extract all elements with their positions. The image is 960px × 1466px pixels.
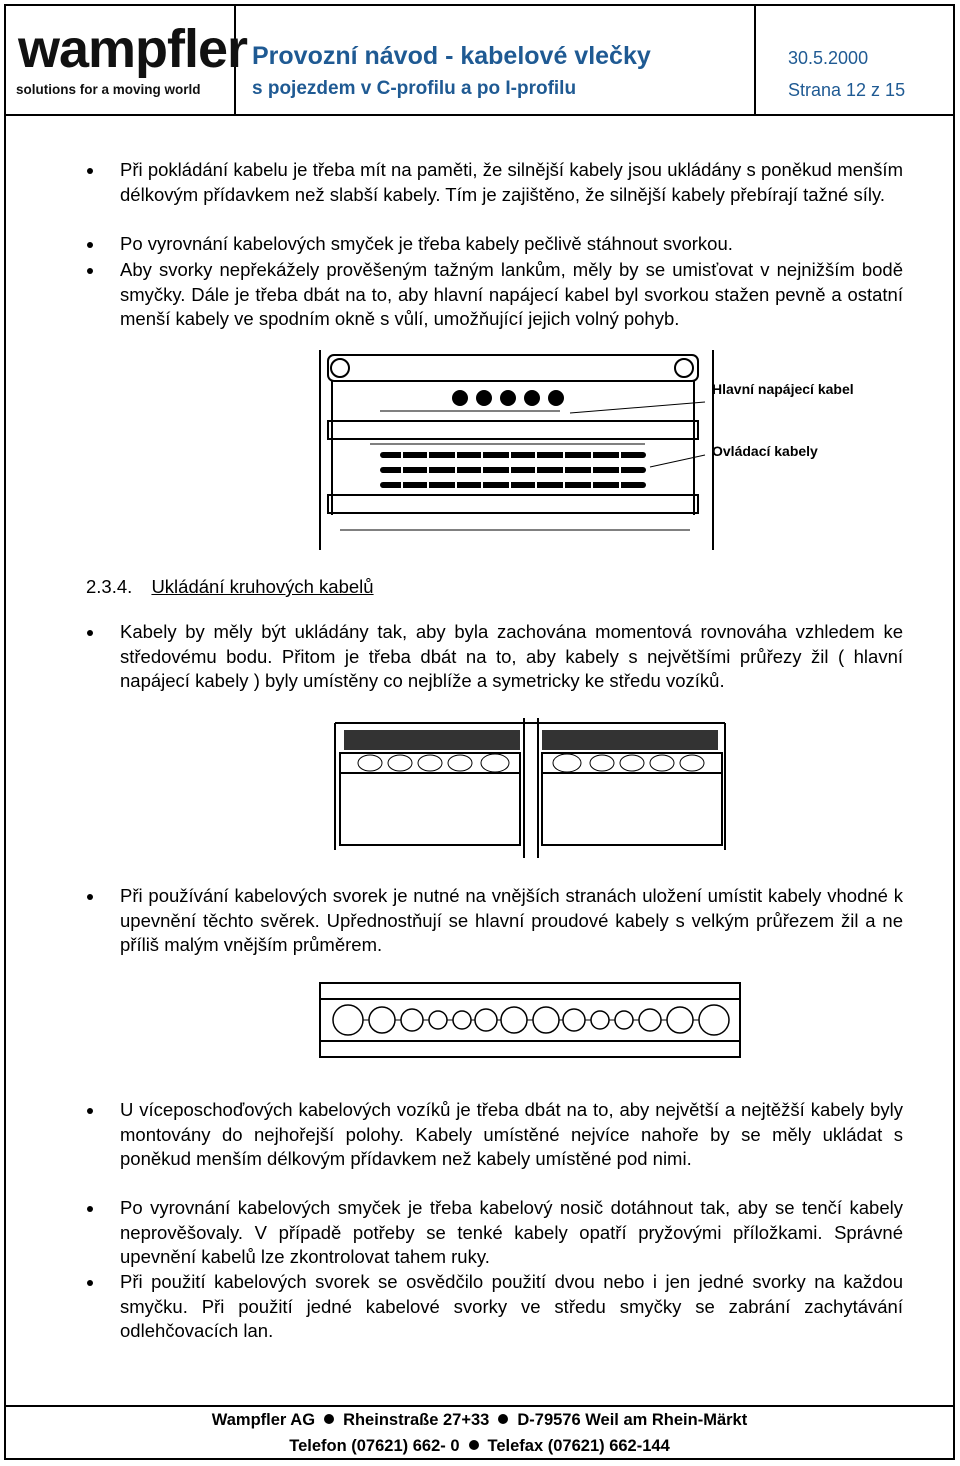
bullet-paragraph: Po vyrovnání kabelových smyček je třeba kabelový nosič dotáhnout tak, aby se tenčí kabely neprověšovaly. V případě potřeby se tenké kabely opatří pryžovými příložkami. Správné upevnění kabelů lze zkontrolovat tahem ruky. xyxy=(120,1196,903,1270)
bullet-paragraph: Při používání kabelových svorek je nutné na vnějších stranách uložení umístit kabely vhodné k upevnění těchto svěrek. Upřednostňují se hlavní proudové kabely s velkým průřezem žil a ne příliš malým vnějším průměrem. xyxy=(120,884,903,958)
footer-city: D-79576 Weil am Rhein-Märkt xyxy=(517,1411,748,1429)
title-block xyxy=(238,4,756,114)
bullet-paragraph: Aby svorky nepřekážely prověšeným tažným lankům, měly by se umisťovat v nejnižším bodě smyčky. Dále je třeba dbát na to, aby hlavní napájecí kabel byl svorkou stažen pevně a ostatní menší kabely ve spodním okně s vůlí, umožňující jejich volný pohyb. xyxy=(120,258,903,332)
cable-layout-figure xyxy=(330,718,730,860)
section-title: Ukládání kruhových kabelů xyxy=(151,576,374,597)
bullet-dot-icon xyxy=(324,1414,334,1424)
bullet-paragraph: Po vyrovnání kabelových smyček je třeba kabely pečlivě stáhnout svorkou. xyxy=(120,232,903,257)
bullet-paragraph: Kabely by měly být ukládány tak, aby byla zachována momentová rovnováha vzhledem ke středovému bodu. Přitom je třeba dbát na to, aby kabely s největšími průřezy žil ( hlavní napájecí kabely ) byly umístěny co nejblíže a symetricky ke středu vozíků. xyxy=(120,620,903,694)
footer-street: Rheinstraße 27+33 xyxy=(343,1411,490,1429)
page-footer xyxy=(4,1405,955,1460)
bullet-paragraph: Při použití kabelových svorek se osvědčilo použití dvou nebo i jen jedné svorky na každou smyčku. Při použití jedné kabelové svorky ve středu smyčky se zabrání zachytávání odlehčovacích lan. xyxy=(120,1270,903,1344)
label-control-cables: Ovládací kabely xyxy=(712,443,818,459)
document-title: Provozní návod - kabelové vlečky xyxy=(252,42,651,70)
page-header xyxy=(4,4,955,116)
logo xyxy=(4,4,248,114)
logo-tagline: solutions for a moving world xyxy=(16,82,201,97)
label-main-cable: Hlavní napájecí kabel xyxy=(712,381,854,397)
clamp-figure xyxy=(310,345,890,555)
footer-phone: Telefon (07621) 662- 0 xyxy=(289,1437,460,1455)
footer-company: Wampfler AG xyxy=(211,1411,316,1429)
document-subtitle: s pojezdem v C-profilu a po I-profilu xyxy=(252,78,577,99)
meta-block xyxy=(758,4,953,114)
footer-fax: Telefax (07621) 662-144 xyxy=(487,1437,670,1455)
document-date: 30.5.2000 xyxy=(788,48,869,68)
bullet-paragraph: Při pokládání kabelu je třeba mít na paměti, že silnější kabely jsou ukládány s poněkud menším délkovým přídavkem než slabší kabely. Tím je zajištěno, že silnější kabely přebírají tažné síly. xyxy=(120,158,903,207)
section-number: 2.3.4. xyxy=(86,576,133,597)
bullet-paragraph: U víceposchoďových kabelových vozíků je třeba dbát na to, aby největší a nejtěžší kabely byly montovány do nejhořejší polohy. Kabely umístěné nejvíce nahoře by se měly ukládat s poněkud menším délkovým přídavkem než kabely umístěné pod nimi. xyxy=(120,1098,903,1172)
section-heading xyxy=(86,576,374,598)
bullet-dot-icon xyxy=(469,1440,479,1450)
round-cable-clamp-figure xyxy=(316,975,746,1067)
bullet-dot-icon xyxy=(498,1414,508,1424)
footer-contact xyxy=(4,1433,955,1459)
page-number: Strana 12 z 15 xyxy=(788,80,906,100)
logo-word: wampfler xyxy=(18,19,248,79)
footer-address xyxy=(4,1407,955,1433)
